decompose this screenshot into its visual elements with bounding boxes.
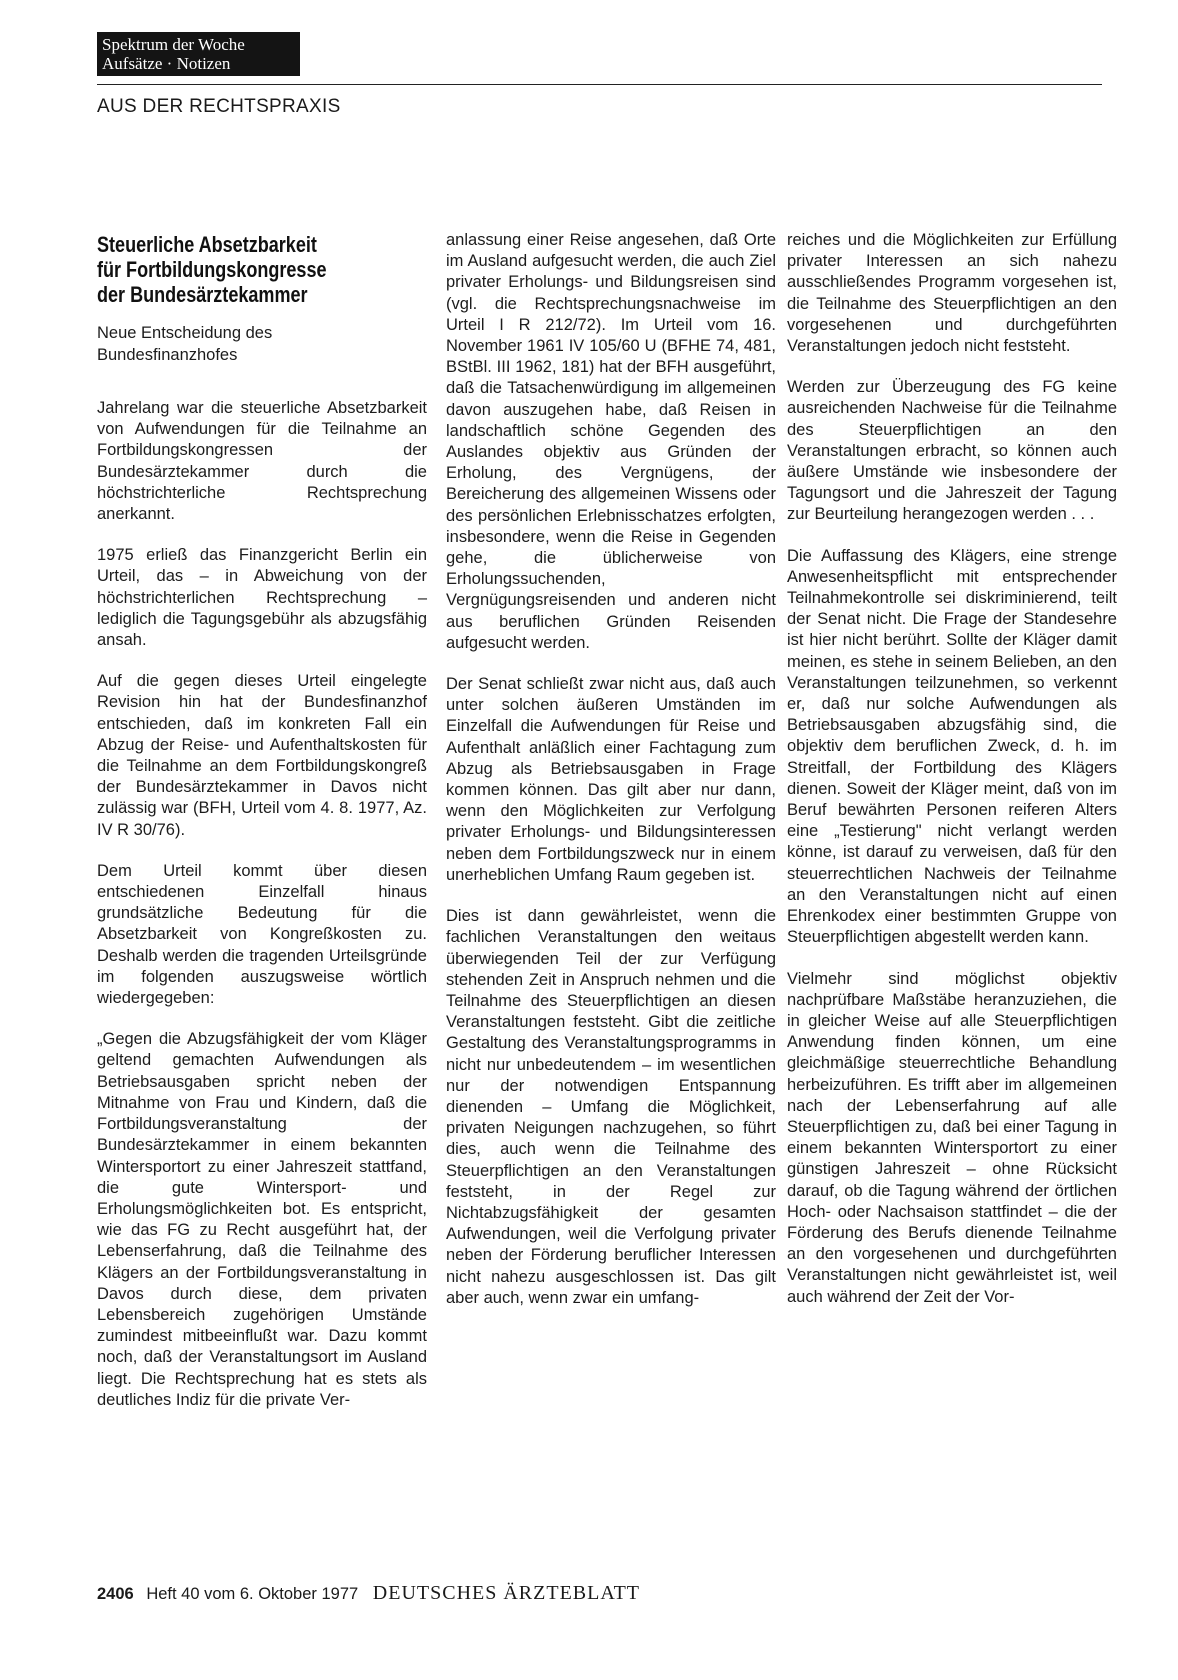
article-subheadline bbox=[97, 323, 427, 366]
section-label-line-2: Aufsätze · Notizen bbox=[102, 54, 231, 73]
page-number: 2406 bbox=[97, 1585, 134, 1603]
paragraph: „Gegen die Abzugsfähigkeit der vom Kläger geltend gemachten Aufwendungen als Betriebsausgaben spricht neben der Mitnahme von Frau und Kindern, daß die Fortbildungsveranstaltung der Bundesärztekammer in einem bekannten Wintersportort zu einer Jahreszeit stattfand, die gute Wintersport- und Erholungsmöglichkeiten bot. Es entspricht, wie das FG zu Recht ausgeführt hat, der Lebenserfahrung, daß die Teilnahme des Klägers an der Fortbildungsveranstaltung in Davos durch diese, dem privaten Lebensbereich zugehörigen Umstände zumindest mitbeeinflußt war. Dazu kommt noch, daß der Veranstaltungsort im Ausland liegt. Die Rechtsprechung hat es stets als deutliches Indiz für die private Ver- bbox=[97, 1030, 427, 1409]
paragraph: Dies ist dann gewährleistet, wenn die fachlichen Veranstaltungen den weitaus überwiegenden Teil der zur Verfügung stehenden Zeit in Anspruch nehmen und die Teilnahme des Steuerpflichtigen an diesen Veranstaltungen feststeht. Gibt die zeitliche Gestaltung des Veranstaltungsprogramms in nicht nur unbedeutendem – im wesentlichen nur der notwendigen Entspannung dienenden – Umfang die Möglichkeit, privaten Neigungen nachzugehen, so führt dies, auch wenn die Teilnahme des Steuerpflichtigen an den Veranstaltungen feststeht, in der Regel zur Nichtabzugsfähigkeit der gesamten Aufwendungen, weil die Verfolgung privater neben der Förderung beruflicher Interessen nicht nahezu ausgeschlossen ist. Das gilt aber auch, wenn zwar ein umfang- bbox=[446, 907, 776, 1307]
section-heading: AUS DER RECHTSPRAXIS bbox=[97, 96, 341, 117]
section-label-box bbox=[97, 32, 300, 76]
paragraph: Werden zur Überzeugung des FG keine ausreichenden Nachweise für die Teilnahme des Steuerpflichtigen an den Veranstaltungen erbracht, so können auch äußere Umstände wie insbesondere der Tagungsort und die Jahreszeit der Tagung zur Beurteilung herangezogen werden . . . bbox=[787, 378, 1117, 524]
journal-name: DEUTSCHES ÄRZTEBLATT bbox=[372, 1582, 640, 1604]
section-label-line-1: Spektrum der Woche bbox=[102, 35, 245, 54]
paragraph: Auf die gegen dieses Urteil eingelegte Revision hin hat der Bundesfinanzhof entschieden, daß im konkreten Fall ein Abzug der Reise- und Aufenthaltskosten für die Teilnahme an dem Fortbildungskongreß der Bundesärztekammer in Davos nicht zulässig war (BFH, Urteil vom 4. 8. 1977, Az. IV R 30/76). bbox=[97, 672, 427, 839]
article-column-3 bbox=[787, 230, 1117, 1328]
subheadline-line: Neue Entscheidung des bbox=[97, 324, 273, 342]
article-column-2 bbox=[446, 230, 776, 1329]
headline-line: Steuerliche Absetzbarkeit bbox=[97, 232, 317, 257]
header-rule bbox=[97, 84, 1102, 85]
paragraph: Vielmehr sind möglichst objektiv nachprüfbare Maßstäbe heranzuziehen, die in gleicher Weise auf alle Steuerpflichtigen Anwendung finden können, um eine gleichmäßige steuerrechtliche Behandlung herbeizuführen. Es trifft aber im allgemeinen nach der Lebenserfahrung auf alle Steuerpflichtigen zu, daß bei einer Tagung in einem bekannten Wintersportort zu einer günstigen Jahreszeit – ohne Rücksicht darauf, ob die Tagung während der örtlichen Hoch- oder Nachsaison stattfindet – die der Förderung des Berufs dienende Teilnahme an den vorgesehenen und durchgeführten Veranstaltungen nicht gewährleistet ist, weil auch während der Zeit der Vor- bbox=[787, 969, 1117, 1306]
page-footer bbox=[97, 1582, 640, 1605]
paragraph: Dem Urteil kommt über diesen entschiedenen Einzelfall hinaus grundsätzliche Bedeutung für die Absetzbarkeit von Kongreßkosten zu. Deshalb werden die tragenden Urteilsgründe im folgenden auszugsweise wörtlich wiedergegeben: bbox=[97, 861, 427, 1008]
paragraph: anlassung einer Reise angesehen, daß Orte im Ausland aufgesucht werden, die auch Ziel privater Erholungs- und Bildungsreisen sind (vgl. die Rechtsprechungsnachweise im Urteil I R 212/72). Im Urteil vom 16. November 1961 IV 105/60 U (BFHE 74, 481, BStBl. III 1962, 181) hat der BFH ausgeführt, daß die Tatsachenwürdigung im allgemeinen davon auszugehen habe, daß Reisen in landschaftlich schöne Gegenden des Auslandes objektiv aus Gründen der Erholung, des Vergnügens, der Bereicherung des allgemeinen Wissens oder des persönlichen Erlebnisschatzes erfolgten, insbesondere, wenn die Reise in Gegenden gehe, die üblicherweise von Erholungssuchenden, Vergnügungsreisenden und anderen nicht aus beruflichen Gründen Reisenden aufgesucht werden. bbox=[446, 231, 776, 652]
issue-info: Heft 40 vom 6. Oktober 1977 bbox=[146, 1585, 359, 1603]
article-column-1 bbox=[97, 232, 427, 1431]
paragraph: Der Senat schließt zwar nicht aus, daß auch unter solchen äußeren Umständen im Einzelfall die Aufwendungen für Reise und Aufenthalt anläßlich einer Fachtagung zum Abzug als Betriebsausgaben in Frage kommen können. Das gilt aber nur dann, wenn den Möglichkeiten zur Verfolgung privater Erholungs- und Bildungsinteressen neben dem Fortbildungszweck nur in einem unerheblichen Umfang Raum gegeben ist. bbox=[446, 675, 776, 884]
paragraph: reiches und die Möglichkeiten zur Erfüllung privater Interessen an sich nahezu ausschließendes Programm vorgesehen ist, die Teilnahme des Steuerpflichtigen an den vorgesehenen und durchgeführten Veranstaltungen jedoch nicht feststeht. bbox=[787, 231, 1117, 356]
headline-line: für Fortbildungskongresse bbox=[97, 257, 327, 282]
subheadline-line: Bundesfinanzhofes bbox=[97, 345, 238, 364]
headline-line: der Bundesärztekammer bbox=[97, 282, 308, 307]
article-headline bbox=[97, 232, 417, 307]
paragraph: Jahrelang war die steuerliche Absetzbarkeit von Aufwendungen für die Teilnahme an Fortbildungskongressen der Bundesärztekammer durch die höchstrichterliche Rechtsprechung anerkannt. bbox=[97, 399, 427, 524]
paragraph: 1975 erließ das Finanzgericht Berlin ein Urteil, das – in Abweichung von der höchstrichterlichen Rechtsprechung – lediglich die Tagungsgebühr als abzugsfähig ansah. bbox=[97, 546, 427, 650]
paragraph: Die Auffassung des Klägers, eine strenge Anwesenheitspflicht mit entsprechender Teilnahmekontrolle sei diskriminierend, teilt der Senat nicht. Die Frage der Standesehre ist hier nicht berührt. Sollte der Kläger damit meinen, es stehe in seinem Belieben, an den Veranstaltungen teilzunehmen, so verkennt er, daß nur solche Aufwendungen als Betriebsausgaben abzugsfähig sind, die objektiv dem beruflichen Zweck, d. h. im Streitfall, der Fortbildung des Klägers dienen. Soweit der Kläger meint, daß von im Beruf bewährten Personen reiferen Alters eine „Testierung" nicht verlangt werden könne, ist darauf zu verweisen, daß für den steuerrechtlichen Nachweis der Teilnahme an den Veranstaltungen nicht auf einen Ehrenkodex einer bestimmten Gruppe von Steuerpflichtigen abgestellt werden kann. bbox=[787, 546, 1117, 947]
